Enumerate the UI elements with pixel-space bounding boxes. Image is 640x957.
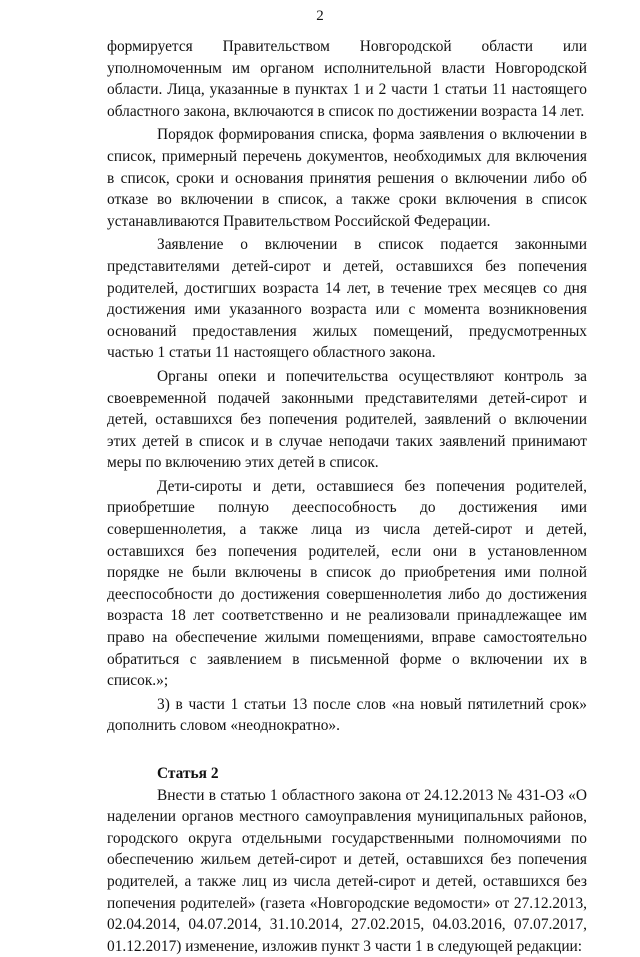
page-number: 2	[316, 8, 324, 24]
paragraph-continuation: формируется Правительством Новгородской области или уполномоченным им органом исполнительной власти Новгородской области. Лица, указанные в пунктах 1 и 2 части 1 статьи 11 настоящего областного закона, включаются в список по достижении возраста 14 лет.	[107, 38, 587, 120]
paragraph-article-2-text: Внести в статью 1 областного закона от 24.12.2013 № 431-ОЗ «О наделении органов местного самоуправления муниципальных районов, городского округа отдельными государственными полномочиями по обеспечению жильем детей-сирот и детей, оставшихся без попечения родителей, а также лиц из числа детей-сирот и детей, оставшихся без попечения родителей» (газета «Новгородские ведомости» от 27.12.2013, 02.04.2014, 04.07.2014, 31.10.2014, 27.02.2015, 04.03.2016, 07.07.2017, 01.12.2017) изменение, изложив пункт 3 части 1 в следующей редакции:	[107, 786, 587, 955]
paragraph-amendment-item-3: 3) в части 1 статьи 13 после слов «на новый пятилетний срок» дополнить словом «неоднократно».	[107, 695, 587, 735]
document-body	[107, 36, 587, 957]
paragraph-application: Заявление о включении в список подается законными представителями детей-сирот и детей, оставшихся без попечения родителей, достигших возраста 14 лет, в течение трех месяцев со дня достижения ими указанного возраста или с момента возникновения оснований предоставления жилых помещений, предусмотренных частью 1 статьи 11 настоящего областного закона.	[107, 236, 587, 362]
paragraph-guardianship-control: Органы опеки и попечительства осуществляют контроль за своевременной подачей законными представителями детей-сирот и детей, оставшихся без попечения родителей, заявлений о включении этих детей в список и в случае неподачи таких заявлений принимают меры по включению этих детей в список.	[107, 367, 587, 472]
article-title: Статья 2	[157, 765, 219, 782]
paragraph-orphans-capacity: Дети-сироты и дети, оставшиеся без попечения родителей, приобретшие полную дееспособность до достижения ими совершеннолетия, а также лица из числа детей-сирот и детей, оставшихся без попечения родителей, если они в установленном порядке не были включены в список до приобретения ими полной дееспособности до достижения совершеннолетия либо до достижения возраста 18 лет соответственно и не реализовали принадлежащее им право на обеспечение жилыми помещениями, вправе самостоятельно обратиться с заявлением в письменной форме о включении их в список.»;	[107, 477, 587, 690]
paragraph-list-procedure: Порядок формирования списка, форма заявления о включении в список, примерный перечень документов, необходимых для включения в список, сроки и основания принятия решения о включении либо об отказе во включении в список, а также сроки включения в список устанавливаются Правительством Российской Федерации.	[107, 126, 587, 230]
